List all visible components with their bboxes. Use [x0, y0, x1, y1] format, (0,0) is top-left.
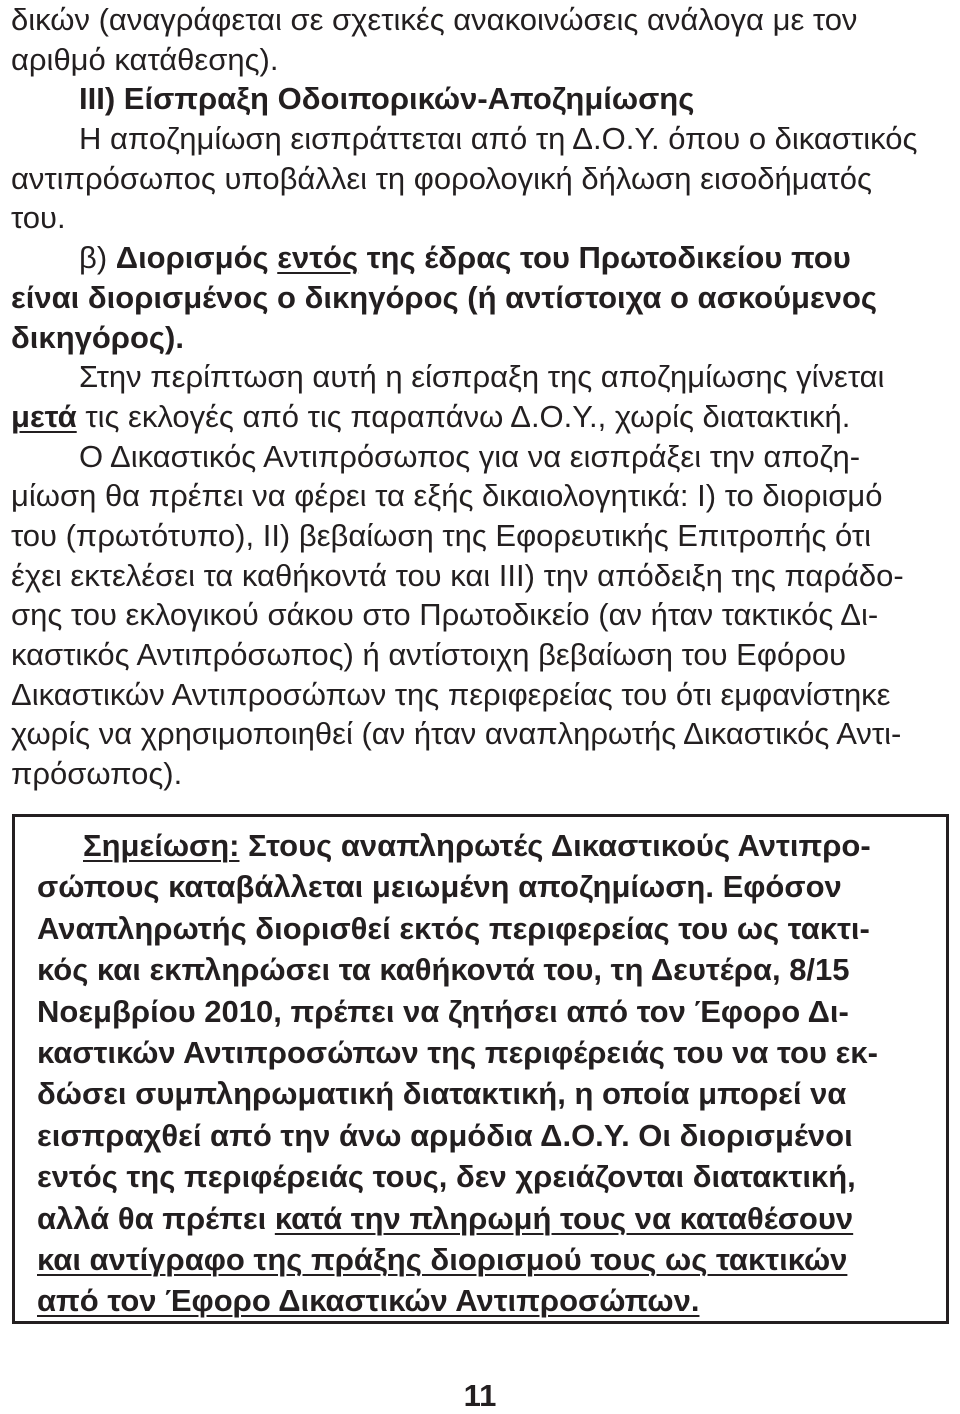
main-text [11, 0, 951, 794]
note-line: σώπους καταβάλλεται μειωμένη αποζημίωση. Εφόσον [37, 869, 842, 905]
body-line: Στην περίπτωση αυτή η είσπραξη της αποζημίωσης γίνεται [79, 359, 885, 395]
body-line: καστικός Αντιπρόσωπος) ή αντίστοιχη βεβαίωση του Εφόρου [11, 637, 847, 672]
body-line: μίωση θα πρέπει να φέρει τα εξής δικαιολογητικά: Ι) το διορισμό [11, 478, 883, 514]
note-line: κός και εκπληρώσει τα καθήκοντά του, τη Δευτέρα, 8/15 [37, 952, 850, 988]
note-box [12, 814, 949, 1324]
note-text [37, 825, 927, 1322]
note-line: εισπραχθεί από την άνω αρμόδια Δ.Ο.Υ. Οι διορισμένοι [37, 1117, 853, 1153]
body-line: Ο Δικαστικός Αντιπρόσωπος για να εισπράξει την αποζη- [79, 438, 861, 474]
body-line-meta [11, 397, 951, 437]
meta-line-rest: τις εκλογές από τις παραπάνω Δ.Ο.Υ., χωρίς διατακτική. [76, 398, 851, 434]
note-line: εντός της περιφέρειάς τους, δεν χρειάζονται διατακτική, [37, 1159, 856, 1195]
body-line: του (πρωτότυπο), ΙΙ) βεβαίωση της Εφορευτικής Επιτροπής ότι [11, 517, 871, 553]
note-line-pre: αλλά θα πρέπει [37, 1200, 275, 1236]
note-line: καστικών Αντιπροσώπων της περιφέρειάς του να του εκ- [37, 1034, 878, 1070]
body-line: είναι διορισμένος ο δικηγόρος (ή αντίστοιχα ο ασκούμενος [11, 279, 878, 315]
body-line: πρόσωπος). [11, 756, 183, 792]
page-number: 11 [463, 1378, 497, 1413]
body-line: Η αποζημίωση εισπράττεται από τη Δ.Ο.Υ. όπου ο δικαστικός [79, 121, 918, 157]
body-line: δικών (αναγράφεται σε σχετικές ανακοινώσεις ανάλογα με τον [11, 2, 858, 37]
beta-bold-text: Διορισμός [115, 240, 278, 276]
note-line: δώσει συμπληρωματική διατακτική, η οποία μπορεί να [37, 1076, 847, 1112]
note-line [37, 825, 927, 866]
beta-underlined-word: εντός [277, 240, 359, 276]
section-heading: ΙΙΙ) Είσπραξη Οδοιπορικών-Αποζημίωσης [79, 81, 695, 117]
note-underlined-line: και αντίγραφο της πράξης διορισμού τους ως τακτικών [37, 1241, 848, 1277]
body-line: χωρίς να χρησιμοποιηθεί (αν ήταν αναπληρωτής Δικαστικός Αντι- [11, 716, 902, 752]
body-line: δικηγόρος). [11, 319, 184, 355]
note-line: Νοεμβρίου 2010, πρέπει να ζητήσει από τον Έφορο Δι- [37, 993, 849, 1029]
body-line: αριθμό κατάθεσης). [11, 41, 279, 77]
body-line: σης του εκλογικού σάκου στο Πρωτοδικείο (αν ήταν τακτικός Δι- [11, 597, 879, 633]
beta-bold-text-rest: της έδρας του Πρωτοδικείου που [358, 240, 851, 276]
body-line: αντιπρόσωπος υποβάλλει τη φορολογική δήλωση εισοδήματός [11, 160, 872, 196]
note-line [37, 1280, 927, 1321]
subsection-beta [11, 238, 951, 278]
body-line: του. [11, 200, 66, 236]
note-line [37, 1198, 927, 1239]
body-line: έχει εκτελέσει τα καθήκοντά του και ΙΙΙ) την απόδειξη της παράδο- [11, 557, 904, 593]
note-label: Σημείωση: [83, 828, 240, 863]
note-underlined-text: από τον Έφορο Δικαστικών Αντιπροσώπων. [37, 1283, 700, 1319]
note-line-rest: Στους αναπληρωτές Δικαστικούς Αντιπρο- [239, 828, 871, 863]
note-underlined-text: κατά την πληρωμή τους να καταθέσουν [274, 1200, 854, 1236]
meta-underlined-word: μετά [11, 398, 77, 434]
beta-prefix: β) [79, 240, 116, 276]
note-line: Αναπληρωτής διορισθεί εκτός περιφερείας του ως τακτι- [37, 910, 870, 946]
body-line: Δικαστικών Αντιπροσώπων της περιφερείας του ότι εμφανίστηκε [11, 676, 891, 712]
